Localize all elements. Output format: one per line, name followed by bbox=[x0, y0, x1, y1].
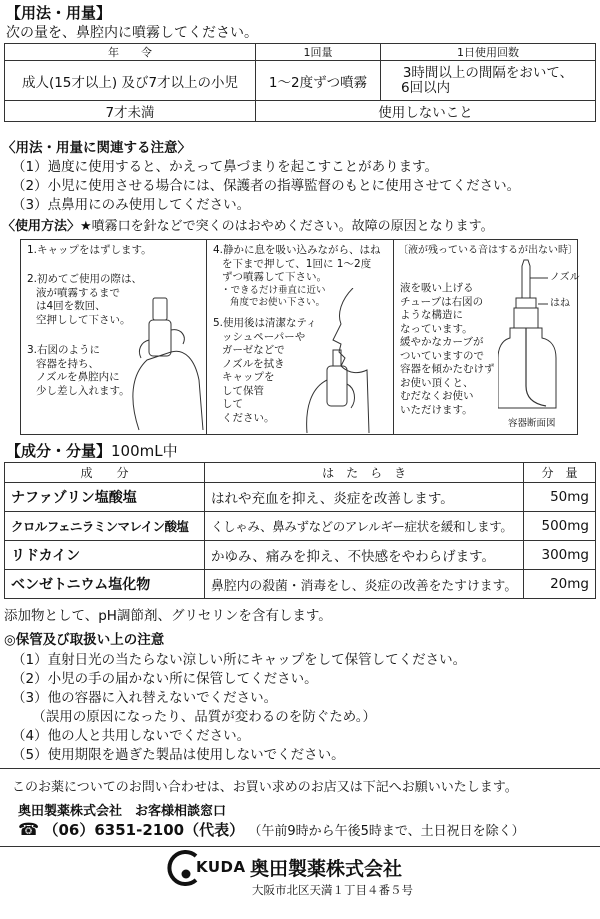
storage-item-1: （1）直射日光の当たらない涼しい所にキャップをして保管してください。 bbox=[12, 652, 467, 668]
storage-item-3-note: （誤用の原因になったり、品質が変わるのを防ぐため。） bbox=[12, 709, 376, 725]
ing-header-amount: 分 量 bbox=[524, 463, 596, 483]
ing-action: 鼻腔内の殺菌・消毒をし、炎症の改善をたすけます。 bbox=[205, 570, 524, 599]
contact-phone-line bbox=[18, 819, 525, 840]
ing-action: はれや充血を抑え、炎症を改善します。 bbox=[205, 483, 524, 512]
method-panel-3 bbox=[393, 239, 578, 435]
table-row bbox=[5, 541, 596, 570]
dosage-row bbox=[5, 101, 596, 122]
note-item-3: （3）点鼻用にのみ使用してください。 bbox=[12, 197, 251, 213]
storage-title: ◎保管及び取扱い上の注意 bbox=[4, 632, 165, 648]
dosage-times-adult: 3時間以上の間隔をおいて、 6回以内 bbox=[381, 61, 596, 101]
ing-name: リドカイン bbox=[5, 541, 205, 570]
contact-company-line: 奥田製薬株式会社 お客様相談窓口 bbox=[18, 804, 227, 819]
ing-action: くしゃみ、鼻みずなどのアレルギー症状を緩和します。 bbox=[205, 512, 524, 541]
method-title: 〈使用方法〉 bbox=[2, 219, 81, 234]
contact-phone: （06）6351-2100（代表） bbox=[43, 821, 245, 839]
storage-item-3: （3）他の容器に入れ替えないでください。 bbox=[12, 690, 278, 706]
ingredients-per: 100mL中 bbox=[111, 442, 178, 460]
ing-amount: 500mg bbox=[524, 512, 596, 541]
step-2: 2.初めてご使用の際は、 液が噴霧するまで は4回を数回、 空押しして下さい。 bbox=[27, 273, 143, 326]
ingredients-additives: 添加物として、pH調節剤、グリセリンを含有します。 bbox=[4, 608, 332, 624]
ing-amount: 300mg bbox=[524, 541, 596, 570]
contact-intro: このお薬についてのお問い合わせは、お買い求めのお店又は下記へお願いいたします。 bbox=[12, 780, 518, 795]
hand-bottle-illustration bbox=[119, 280, 205, 432]
ing-header-name: 成 分 bbox=[5, 463, 205, 483]
dosage-age-adult: 成人(15才以上) 及び7才以上の小児 bbox=[5, 61, 256, 101]
method-panel-2 bbox=[206, 239, 394, 435]
step-3: 3.右図のように 容器を持ち、 ノズルを鼻腔内に 少し差し入れます。 bbox=[27, 344, 130, 397]
method-heading bbox=[2, 215, 494, 234]
phone-icon: ☎ bbox=[18, 820, 40, 840]
dosage-table bbox=[4, 43, 596, 122]
dosage-dose-adult: 1～2度ずつ噴霧 bbox=[256, 61, 381, 101]
panel3-text: 液を吸い上げる チューブは右図の ような構造に なっています。 緩やかなカーブが ついていますので 容器を傾かたむけず お使い頂くと、 むだなくお使い いただけます。 bbox=[400, 282, 495, 416]
note-item-1: （1）過度に使用すると、かえって鼻づまりを起こすことがあります。 bbox=[12, 159, 439, 175]
contact-hours: （午前9時から午後5時まで、土日祝日を除く） bbox=[248, 824, 525, 839]
company-name: 奥田製薬株式会社 bbox=[250, 858, 403, 880]
step-4: 4.静かに息を吸い込みながら、はね を下まで押して、1回に 1～2度 ずつ噴霧して下さい。 bbox=[213, 244, 381, 283]
table-row bbox=[5, 483, 596, 512]
divider bbox=[0, 846, 600, 847]
ingredients-title: 【成分・分量】 bbox=[6, 442, 112, 460]
method-warning: ★噴霧口を針などで突くのはおやめください。故障の原因となります。 bbox=[80, 219, 494, 234]
storage-item-2: （2）小児の手の届かない所に保管してください。 bbox=[12, 671, 318, 687]
dosage-child-note: 使用しないこと bbox=[256, 101, 596, 122]
label-section: 容器断面図 bbox=[508, 418, 556, 429]
divider bbox=[0, 768, 600, 769]
face-spray-illustration bbox=[297, 288, 393, 433]
storage-item-4: （4）他の人と共用しないでください。 bbox=[12, 728, 251, 744]
ingredients-heading bbox=[6, 440, 178, 461]
label-nozzle: ノズル bbox=[550, 272, 580, 283]
dosage-header-age: 年 令 bbox=[5, 44, 256, 61]
label-hane: はね bbox=[550, 298, 570, 309]
ingredients-table bbox=[4, 462, 596, 599]
dosage-header-dose: 1回量 bbox=[256, 44, 381, 61]
panel3-title: 〔液が残っている音はするが出ない時〕 bbox=[398, 245, 578, 256]
step-4-note: ・できるだけ垂直に近い 角度でお使い下さい。 bbox=[221, 285, 326, 308]
dosage-header-times: 1日使用回数 bbox=[381, 44, 596, 61]
note-item-2: （2）小児に使用させる場合には、保護者の指導監督のもとに使用させてください。 bbox=[12, 178, 521, 194]
ing-name: クロルフェニラミンマレイン酸塩 bbox=[5, 512, 205, 541]
ing-amount: 50mg bbox=[524, 483, 596, 512]
ing-name: ナファゾリン塩酸塩 bbox=[5, 483, 205, 512]
usage-title: 【用法・用量】 bbox=[6, 4, 112, 22]
step-1: 1.キャップをはずします。 bbox=[27, 244, 152, 256]
ing-amount: 20mg bbox=[524, 570, 596, 599]
dosage-age-child: 7才未満 bbox=[5, 101, 256, 122]
company-address: 大阪市北区天満１丁目４番５号 bbox=[252, 883, 413, 897]
notes-title: 〈用法・用量に関連する注意〉 bbox=[2, 140, 191, 156]
table-row bbox=[5, 570, 596, 599]
method-panel-1 bbox=[20, 239, 207, 435]
usage-intro: 次の量を、鼻腔内に噴霧してください。 bbox=[6, 25, 258, 41]
okuda-logo-text: KUDA bbox=[196, 858, 246, 876]
ing-header-action: は た ら き bbox=[205, 463, 524, 483]
storage-item-5: （5）使用期限を過ぎた製品は使用しないでください。 bbox=[12, 747, 345, 763]
ing-action: かゆみ、痛みを抑え、不快感をやわらげます。 bbox=[205, 541, 524, 570]
step-5: 5.使用後は清潔なティ ッシュペーパーや ガーゼなどで ノズルを拭き キャップを して保管 して ください。 bbox=[213, 317, 317, 424]
ing-name: ベンゼトニウム塩化物 bbox=[5, 570, 205, 599]
dosage-row bbox=[5, 61, 596, 101]
table-row bbox=[5, 512, 596, 541]
